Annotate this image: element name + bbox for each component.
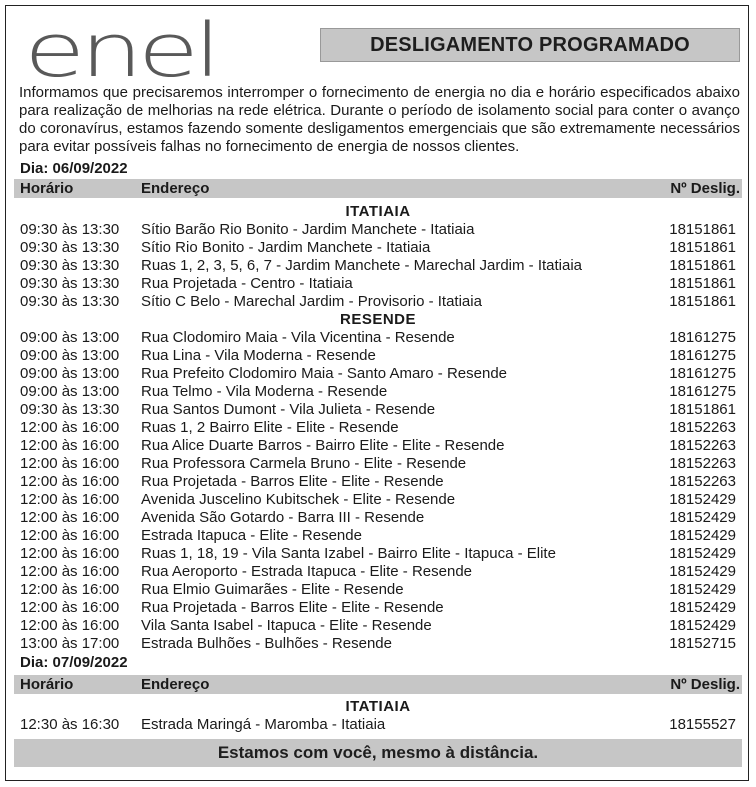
row-address: Rua Projetada - Barros Elite - Elite - Resende	[141, 599, 444, 616]
row-time: 12:00 às 16:00	[20, 491, 120, 508]
row-address: Ruas 1, 2, 3, 5, 6, 7 - Jardim Manchete - Marechal Jardim - Itatiaia	[141, 257, 583, 274]
table-row	[14, 617, 742, 635]
table-row	[14, 437, 742, 455]
row-time: 12:00 às 16:00	[20, 563, 120, 580]
table-row	[14, 419, 742, 437]
row-address: Rua Professora Carmela Bruno - Elite - Resende	[141, 455, 467, 472]
row-address: Rua Clodomiro Maia - Vila Vicentina - Resende	[141, 329, 455, 346]
row-time: 12:00 às 16:00	[20, 581, 120, 598]
row-address: Estrada Maringá - Maromba - Itatiaia	[141, 716, 386, 733]
header-address: Endereço	[141, 180, 210, 197]
city-heading: RESENDE	[339, 311, 417, 328]
day-label: Dia: 07/09/2022	[20, 654, 128, 671]
header-time: Horário	[20, 676, 74, 693]
row-number: 18152263	[669, 473, 736, 490]
row-time: 09:30 às 13:30	[20, 401, 120, 418]
header-number: Nº Deslig.	[670, 676, 740, 693]
table-row	[14, 635, 742, 653]
row-time: 13:00 às 17:00	[20, 635, 120, 652]
table-row	[14, 293, 742, 311]
row-address: Rua Projetada - Centro - Itatiaia	[141, 275, 353, 292]
table-row	[14, 509, 742, 527]
row-time: 09:30 às 13:30	[20, 275, 120, 292]
row-address: Rua Projetada - Barros Elite - Elite - Resende	[141, 473, 444, 490]
row-time: 12:00 às 16:00	[20, 545, 120, 562]
city-heading: ITATIAIA	[345, 203, 411, 220]
row-time: 09:30 às 13:30	[20, 221, 120, 238]
row-number: 18152263	[669, 419, 736, 436]
row-address: Rua Telmo - Vila Moderna - Resende	[141, 383, 388, 400]
row-number: 18152263	[669, 455, 736, 472]
table-header	[14, 675, 742, 694]
row-number: 18152429	[669, 527, 736, 544]
row-number: 18161275	[669, 365, 736, 382]
row-number: 18151861	[669, 257, 736, 274]
table-row	[14, 347, 742, 365]
row-address: Sítio C Belo - Marechal Jardim - Provisorio - Itatiaia	[141, 293, 482, 310]
table-row	[14, 383, 742, 401]
day-label: Dia: 06/09/2022	[20, 160, 128, 177]
table-row	[14, 563, 742, 581]
row-address: Avenida Juscelino Kubitschek - Elite - Resende	[141, 491, 456, 508]
row-time: 12:00 às 16:00	[20, 419, 120, 436]
row-number: 18152429	[669, 491, 736, 508]
table-row	[14, 257, 742, 275]
row-number: 18161275	[669, 347, 736, 364]
row-address: Rua Alice Duarte Barros - Bairro Elite - Elite - Resende	[141, 437, 505, 454]
table-header	[14, 179, 742, 198]
row-time: 12:00 às 16:00	[20, 599, 120, 616]
row-number: 18151861	[669, 275, 736, 292]
row-address: Avenida São Gotardo - Barra III - Resende	[141, 509, 425, 526]
row-number: 18155527	[669, 716, 736, 733]
table-row	[14, 275, 742, 293]
row-time: 12:30 às 16:30	[20, 716, 120, 733]
page-title: DESLIGAMENTO PROGRAMADO	[320, 28, 740, 62]
footer-banner: Estamos com você, mesmo à distância.	[14, 739, 742, 767]
header-number: Nº Deslig.	[670, 180, 740, 197]
city-heading: ITATIAIA	[345, 698, 411, 715]
row-number: 18152715	[669, 635, 736, 652]
row-time: 12:00 às 16:00	[20, 473, 120, 490]
table-row	[14, 365, 742, 383]
row-address: Rua Aeroporto - Estrada Itapuca - Elite - Resende	[141, 563, 473, 580]
intro-paragraph: Informamos que precisaremos interromper o fornecimento de energia no dia e horário especificados abaixo para realização de melhorias na rede elétrica. Durante o período de isolamento social para conter o avanço do coronavírus, estamos fazendo somente desligamentos emergenciais que são extremamente necessários para evitar possíveis falhas no fornecimento de energia de nossos clientes.	[19, 84, 740, 155]
row-number: 18152429	[669, 509, 736, 526]
row-address: Rua Elmio Guimarães - Elite - Resende	[141, 581, 404, 598]
table-row	[14, 581, 742, 599]
row-number: 18152429	[669, 599, 736, 616]
row-time: 09:30 às 13:30	[20, 239, 120, 256]
row-address: Sítio Barão Rio Bonito - Jardim Manchete - Itatiaia	[141, 221, 475, 238]
row-time: 09:00 às 13:00	[20, 365, 120, 382]
row-time: 12:00 às 16:00	[20, 527, 120, 544]
row-address: Estrada Itapuca - Elite - Resende	[141, 527, 362, 544]
enel-logo	[22, 10, 222, 82]
header-address: Endereço	[141, 676, 210, 693]
table-row	[14, 401, 742, 419]
row-time: 12:00 às 16:00	[20, 455, 120, 472]
row-number: 18151861	[669, 239, 736, 256]
row-number: 18152429	[669, 581, 736, 598]
row-time: 09:30 às 13:30	[20, 257, 120, 274]
table-row	[14, 599, 742, 617]
row-time: 09:00 às 13:00	[20, 329, 120, 346]
table-row	[14, 221, 742, 239]
table-row	[14, 491, 742, 509]
row-time: 12:00 às 16:00	[20, 509, 120, 526]
row-number: 18152263	[669, 437, 736, 454]
row-address: Vila Santa Isabel - Itapuca - Elite - Resende	[141, 617, 432, 634]
row-address: Estrada Bulhões - Bulhões - Resende	[141, 635, 392, 652]
row-number: 18151861	[669, 293, 736, 310]
row-time: 09:00 às 13:00	[20, 383, 120, 400]
row-number: 18151861	[669, 221, 736, 238]
logo-text: enel	[24, 10, 216, 82]
row-address: Rua Prefeito Clodomiro Maia - Santo Amaro - Resende	[141, 365, 508, 382]
row-number: 18152429	[669, 563, 736, 580]
row-time: 09:30 às 13:30	[20, 293, 120, 310]
row-address: Ruas 1, 2 Bairro Elite - Elite - Resende	[141, 419, 399, 436]
table-row	[14, 716, 742, 734]
row-number: 18151861	[669, 401, 736, 418]
row-time: 12:00 às 16:00	[20, 617, 120, 634]
row-number: 18161275	[669, 383, 736, 400]
table-row	[14, 527, 742, 545]
table-row	[14, 329, 742, 347]
row-address: Rua Lina - Vila Moderna - Resende	[141, 347, 376, 364]
row-time: 09:00 às 13:00	[20, 347, 120, 364]
row-address: Rua Santos Dumont - Vila Julieta - Resende	[141, 401, 436, 418]
table-row	[14, 545, 742, 563]
row-address: Ruas 1, 18, 19 - Vila Santa Izabel - Bairro Elite - Itapuca - Elite	[141, 545, 556, 562]
table-row	[14, 239, 742, 257]
row-address: Sítio Rio Bonito - Jardim Manchete - Itatiaia	[141, 239, 431, 256]
table-row	[14, 455, 742, 473]
table-row	[14, 473, 742, 491]
row-number: 18152429	[669, 545, 736, 562]
row-number: 18161275	[669, 329, 736, 346]
row-number: 18152429	[669, 617, 736, 634]
header-time: Horário	[20, 180, 74, 197]
row-time: 12:00 às 16:00	[20, 437, 120, 454]
